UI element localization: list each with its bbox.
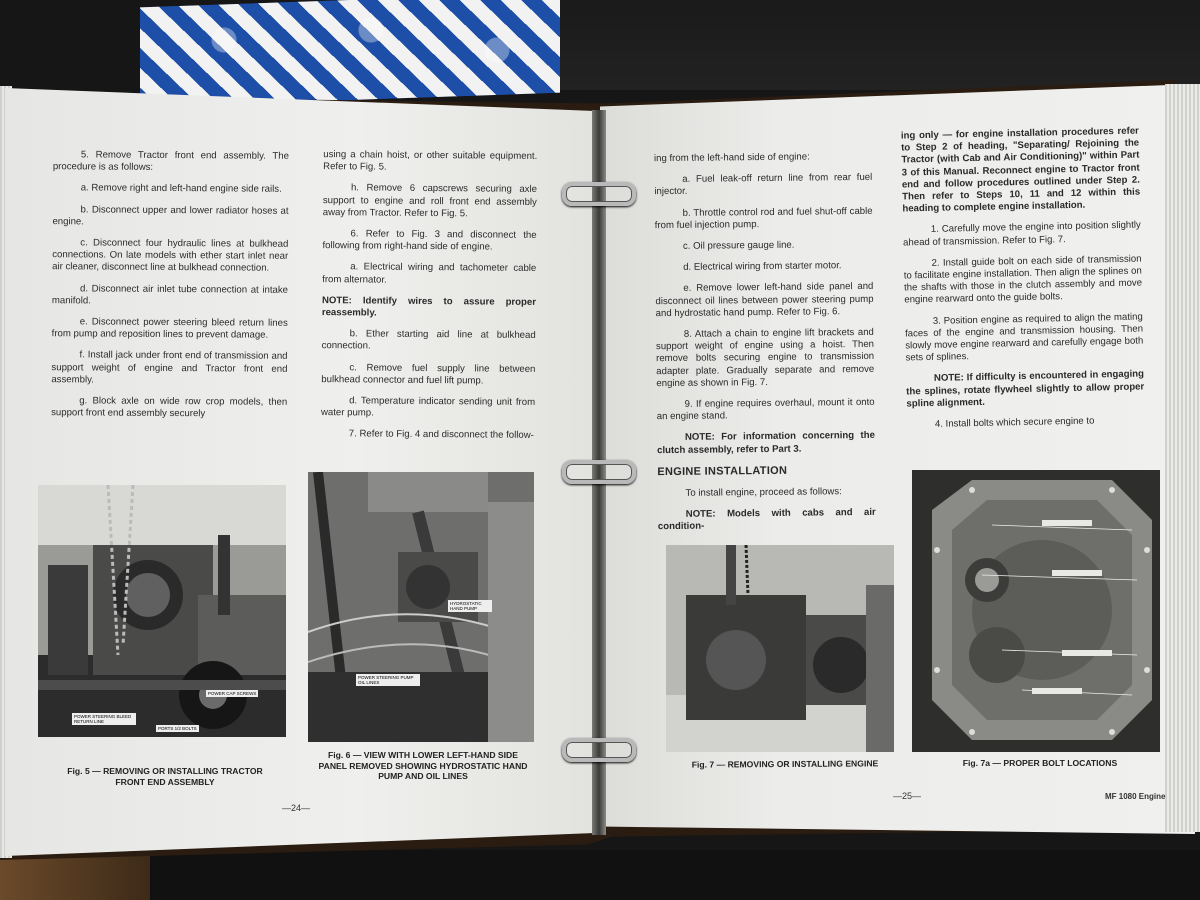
binder-ring-bottom — [562, 738, 636, 762]
step-5f: f. Install jack under front end of transmission and support weight of engine and Tractor front end assembly. — [51, 349, 288, 386]
step-7b: b. Throttle control rod and fuel shut-off cable from fuel injection pump. — [654, 205, 873, 231]
wooden-table-edge — [0, 855, 150, 900]
install-step-1: 1. Carefully move the engine into position slightly ahead of transmission. Refer to Fig. 7. — [903, 219, 1141, 249]
note-identify-wires: NOTE: Identify wires to assure proper reassembly. — [321, 294, 537, 319]
fig-5-label-bleed-line: POWER STEERING BLEED RETURN LINE — [72, 713, 136, 725]
step-5c: c. Disconnect four hydraulic lines at bulkhead connections. On late models with ether start inlet near air cleaner, disconnect line at bulkhead connection. — [52, 237, 289, 275]
background-surface — [560, 0, 1200, 90]
note-cab-models: NOTE: Models with cabs and air condition- — [657, 507, 876, 533]
step-5g-continued: using a chain hoist, or other suitable equipment. Refer to Fig. 5. — [323, 149, 538, 173]
fig-6-caption: Fig. 6 — VIEW WITH LOWER LEFT-HAND SIDE PANEL REMOVED SHOWING HYDROSTATIC HAND PUMP AND OIL LINES — [318, 750, 528, 781]
left-page-number: —24— — [282, 803, 311, 813]
fig-5-label-bolts: PORTS 1/2 BOLTS — [158, 726, 197, 731]
step-5g: g. Block axle on wide row crop models, then support front end assembly securely — [51, 395, 288, 420]
fig-7-photo — [666, 545, 894, 752]
manual-footer: MF 1080 Engine — [1105, 792, 1166, 801]
right-page-column-1 — [654, 151, 876, 543]
install-intro: To install engine, proceed as follows: — [685, 486, 842, 499]
step-9: 9. If engine requires overhaul, mount it onto an engine stand. — [656, 396, 875, 423]
step-6d: d. Temperature indicator sending unit from water pump. — [320, 395, 536, 419]
right-page-column-2 — [901, 126, 1145, 441]
fig-5-caption: Fig. 5 — REMOVING OR INSTALLING TRACTOR FRONT END ASSEMBLY — [67, 766, 263, 787]
install-step-2: 2. Install guide bolt on each side of transmission to facilitate engine installation. Then align the splines on the shafts with those in the clutch assembly and move engine rearward onto the guide bolts. — [903, 253, 1143, 306]
install-step-3: 3. Position engine as required to align the mating faces of the engine and transmission housing. Then slowly move engine rearward and carefully engage both sets of splines. — [904, 311, 1144, 364]
step-5b: b. Disconnect upper and lower radiator hoses at engine. — [52, 203, 289, 228]
right-page-number: —25— — [893, 791, 922, 801]
fig-6-photo — [308, 472, 534, 742]
binder-ring-top — [562, 182, 636, 206]
step-7a: a. Fuel leak-off return line from rear fuel injector. — [654, 172, 873, 198]
right-page-stack — [1165, 84, 1200, 832]
step-5d: d. Disconnect air inlet tube connection at intake manifold. — [51, 282, 289, 307]
note-clutch-assembly: NOTE: For information concerning the clutch assembly, refer to Part 3. — [657, 430, 875, 456]
step-8: 8. Attach a chain to engine lift brackets and support weight of engine using a hoist. Then remove bolts securing engine to transmission adapter plate. Gradually separate and remove engine as shown in Fig. 7. — [655, 326, 875, 389]
fig-6-label-oil-lines: POWER STEERING PUMP OIL LINES — [356, 674, 420, 686]
step-7e: e. Remove lower left-hand side panel and disconnect oil lines between power steering pump and hydrostatic hand pump. Refer to Fig. 6. — [655, 281, 874, 319]
binder-ring-middle — [562, 460, 636, 484]
step-6a: a. Electrical wiring and tachometer cable from alternator. — [322, 261, 537, 286]
fig-7a-caption: Fig. 7a — PROPER BOLT LOCATIONS — [962, 758, 1118, 768]
background-floor — [0, 850, 1200, 900]
step-6: 6. Refer to Fig. 3 and disconnect the following from right-hand side of engine. — [322, 228, 537, 253]
step-7-continued: ing from the left-hand side of engine: — [653, 151, 810, 165]
install-step-4: 4. Install bolts which secure engine to — [934, 415, 1095, 430]
note-spline-difficulty: NOTE: If difficulty is encountered in engaging the splines, rotate flywheel slightly to allow proper spline alignment. — [906, 368, 1145, 410]
step-7: 7. Refer to Fig. 4 and disconnect the follow- — [348, 428, 534, 442]
step-6b: b. Ether starting aid line at bulkhead connection. — [321, 328, 536, 352]
step-5a: a. Remove right and left-hand engine side rails. — [80, 182, 282, 196]
fig-6-label-hand-pump: HYDROSTATIC HAND PUMP — [448, 600, 492, 612]
fig-7a-photo — [912, 470, 1160, 752]
left-page-column-1 — [51, 149, 289, 430]
left-page-column-2 — [321, 149, 538, 452]
fig-5-photo — [38, 485, 286, 737]
step-7c: c. Oil pressure gauge line. — [682, 239, 795, 252]
fig-7-caption: Fig. 7 — REMOVING OR INSTALLING ENGINE — [691, 758, 879, 770]
fig-5-label-cap-screws: POWER CAP SCREWS — [208, 691, 257, 696]
step-5h: h. Remove 6 capscrews securing axle support to engine and roll front end assembly away from Tractor. Refer to Fig. 5. — [322, 182, 538, 220]
step-7d: d. Electrical wiring from starter motor. — [683, 260, 842, 274]
cloth-pattern — [140, 0, 560, 100]
engine-installation-heading: ENGINE INSTALLATION — [657, 464, 788, 478]
step-5e: e. Disconnect power steering bleed return lines from pump and reposition lines to prevent damage. — [51, 316, 288, 341]
note-cab-models-continued: ing only — for engine installation procedures refer to Step 2 of heading, "Separating/ Rejoining the Tractor (with Cab and Air Conditioning)" within Part 3 of this Manual. Reconnect engine to Tractor front end and follow procedures outlined under Step 2. Then refer to Steps 10, 11 and 12 within this heading to complete engine installation. — [900, 125, 1141, 215]
step-5: 5. Remove Tractor front end assembly. The procedure is as follows: — [52, 149, 289, 174]
step-6c: c. Remove fuel supply line between bulkhead connector and fuel lift pump. — [321, 361, 536, 387]
